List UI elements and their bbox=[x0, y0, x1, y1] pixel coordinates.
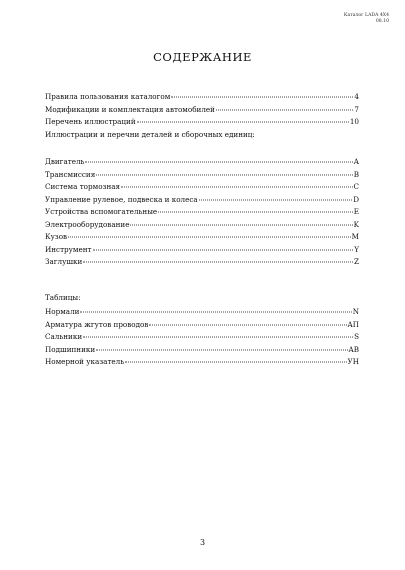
toc-entry-page: 10 bbox=[349, 117, 359, 126]
toc-entry-page: N bbox=[352, 307, 359, 316]
toc-entry-auxiliary[interactable] bbox=[45, 207, 359, 220]
toc-entry-bearings[interactable] bbox=[45, 345, 359, 358]
toc-entry-label: Электрооборудование bbox=[45, 219, 130, 229]
dot-leader bbox=[85, 162, 352, 163]
toc-entry-rules[interactable] bbox=[45, 92, 359, 105]
toc-entry-standard-parts[interactable] bbox=[45, 307, 359, 320]
toc-entry-page: AП bbox=[347, 319, 359, 329]
toc-entry-page: M bbox=[351, 232, 359, 241]
toc-entry-label: Заглушки bbox=[45, 257, 83, 266]
toc-entry-page: 4 bbox=[354, 92, 359, 101]
toc-entry-label: Правила пользования каталогом bbox=[45, 92, 171, 101]
dot-leader bbox=[96, 174, 352, 175]
toc-entry-page: Y bbox=[354, 244, 359, 254]
dot-leader bbox=[83, 337, 353, 338]
toc-entry-brakes[interactable] bbox=[45, 182, 359, 195]
toc-entry-modifications[interactable] bbox=[45, 105, 359, 118]
toc-entry-page: AB bbox=[348, 344, 359, 354]
toc-entry-page: C bbox=[353, 182, 359, 191]
dot-leader bbox=[137, 122, 349, 123]
toc-entry-steering-suspension[interactable] bbox=[45, 195, 359, 208]
dot-leader bbox=[130, 224, 352, 225]
dot-leader bbox=[83, 262, 353, 263]
page-number: 3 bbox=[199, 538, 206, 547]
toc-entry-page: A bbox=[353, 157, 359, 166]
dot-leader bbox=[68, 237, 351, 238]
toc-entry-label: Кузов bbox=[45, 232, 68, 241]
toc-entry-label: Система тормозная bbox=[45, 182, 121, 191]
toc-entry-label: Управление рулевое, подвеска и колеса bbox=[45, 194, 198, 204]
toc-entry-page: S bbox=[354, 332, 359, 341]
toc-entry-label: Трансмиссия bbox=[45, 169, 96, 179]
toc-entry-label: Арматура жгутов проводов bbox=[45, 319, 149, 329]
toc-entry-page: E bbox=[353, 207, 359, 216]
tables-heading: Таблицы: bbox=[45, 293, 81, 302]
toc-entry-seals[interactable] bbox=[45, 332, 359, 345]
toc-groups bbox=[45, 157, 359, 270]
toc-entry-label: Сальники bbox=[45, 332, 83, 341]
dot-leader bbox=[80, 312, 351, 313]
catalog-name: Каталог LADA 4X4 bbox=[343, 13, 389, 18]
toc-entry-wiring-harness[interactable] bbox=[45, 320, 359, 333]
toc-entry-page: D bbox=[353, 194, 359, 204]
dot-leader bbox=[93, 249, 354, 250]
page-title: СОДЕРЖАНИЕ bbox=[153, 50, 252, 64]
toc-entry-label: Устройства вспомогательные bbox=[45, 207, 158, 216]
dot-leader bbox=[158, 212, 353, 213]
toc-entry-engine[interactable] bbox=[45, 157, 359, 170]
toc-entry-label: Нормали bbox=[45, 307, 80, 316]
illustrations-heading: Иллюстрации и перечни деталей и сборочных единиц: bbox=[45, 129, 255, 139]
toc-entry-tools[interactable] bbox=[45, 245, 359, 258]
dot-leader bbox=[216, 109, 353, 110]
dot-leader bbox=[96, 349, 347, 350]
catalog-header bbox=[344, 13, 389, 24]
toc-entry-plugs[interactable] bbox=[45, 257, 359, 270]
dot-leader bbox=[121, 187, 352, 188]
toc-entry-page: B bbox=[353, 169, 359, 179]
toc-entry-page: Z bbox=[354, 257, 359, 266]
toc-entry-label: Перечень иллюстраций bbox=[45, 117, 136, 126]
dot-leader bbox=[171, 97, 353, 98]
dot-leader bbox=[149, 324, 346, 325]
toc-entry-label: Модификации и комплектация автомобилей bbox=[45, 104, 215, 114]
toc-entry-label: Инструмент bbox=[45, 244, 92, 254]
toc-entry-label: Подшипники bbox=[45, 344, 96, 354]
toc-entry-page: K bbox=[353, 219, 359, 229]
toc-entry-label: Двигатель bbox=[45, 157, 85, 166]
dot-leader bbox=[199, 199, 353, 200]
toc-entry-label: Номерной указатель bbox=[45, 357, 125, 366]
catalog-date: 08.10 bbox=[375, 18, 389, 24]
dot-leader bbox=[125, 362, 346, 363]
toc-entry-number-index[interactable] bbox=[45, 357, 359, 370]
toc-entry-electrical[interactable] bbox=[45, 220, 359, 233]
toc-entry-body[interactable] bbox=[45, 232, 359, 245]
toc-tables bbox=[45, 293, 359, 370]
toc-entry-page: 7 bbox=[354, 104, 359, 114]
toc-entry-page: УН bbox=[347, 357, 359, 366]
toc-entry-transmission[interactable] bbox=[45, 170, 359, 183]
toc-entry-illustrations-list[interactable] bbox=[45, 117, 359, 130]
toc-top bbox=[45, 92, 359, 144]
